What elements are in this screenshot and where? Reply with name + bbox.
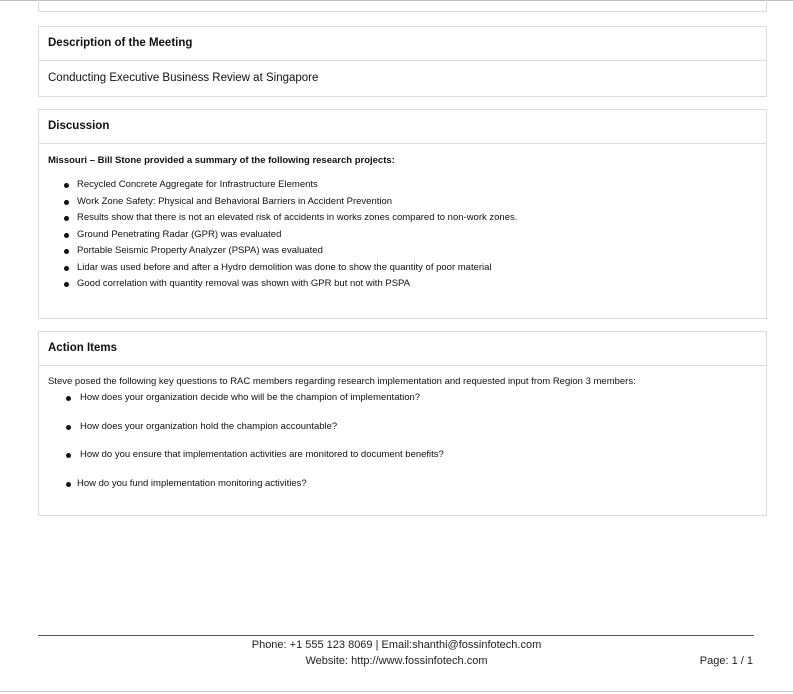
action-items-intro: Steve posed the following key questions to RAC members regarding research implementation and requested input from Region 3 members: xyxy=(48,376,636,387)
footer-divider xyxy=(38,635,754,636)
list-item: How does your organization hold the champion accountable? xyxy=(48,421,757,433)
discussion-title: Discussion xyxy=(39,110,766,144)
previous-section-end xyxy=(38,0,767,12)
action-items-title: Action Items xyxy=(39,332,766,366)
description-title: Description of the Meeting xyxy=(39,27,766,61)
list-item: Good correlation with quantity removal was shown with GPR but not with PSPA xyxy=(48,276,757,293)
list-item: Ground Penetrating Radar (GPR) was evaluated xyxy=(48,227,757,244)
list-item: Work Zone Safety: Physical and Behavioral Barriers in Accident Prevention xyxy=(48,194,757,211)
description-section xyxy=(38,26,767,97)
list-item: How do you fund implementation monitoring activities? xyxy=(48,478,757,490)
description-text: Conducting Executive Business Review at Singapore xyxy=(48,72,319,84)
list-item: Results show that there is not an elevated risk of accidents in works zones compared to non-work zones. xyxy=(48,210,757,227)
action-items-list xyxy=(48,392,757,490)
list-item: Portable Seismic Property Analyzer (PSPA) was evaluated xyxy=(48,243,757,260)
discussion-section xyxy=(38,109,767,319)
list-item: Recycled Concrete Aggregate for Infrastructure Elements xyxy=(48,177,757,194)
page-bottom-border xyxy=(0,691,793,692)
list-item: Lidar was used before and after a Hydro demolition was done to show the quantity of poor material xyxy=(48,260,757,277)
page-number: Page: 1 / 1 xyxy=(699,655,753,667)
footer-website: Website: http://www.fossinfotech.com xyxy=(305,655,488,667)
discussion-list xyxy=(48,177,757,293)
list-item: How does your organization decide who will be the champion of implementation? xyxy=(48,392,757,404)
discussion-intro: Missouri – Bill Stone provided a summary of the following research projects: xyxy=(48,155,395,166)
action-items-section xyxy=(38,331,767,516)
footer-contact: Phone: +1 555 123 8069 | Email:shanthi@fossinfotech.com xyxy=(251,639,542,651)
list-item: How do you ensure that implementation activities are monitored to document benefits? xyxy=(48,449,757,461)
